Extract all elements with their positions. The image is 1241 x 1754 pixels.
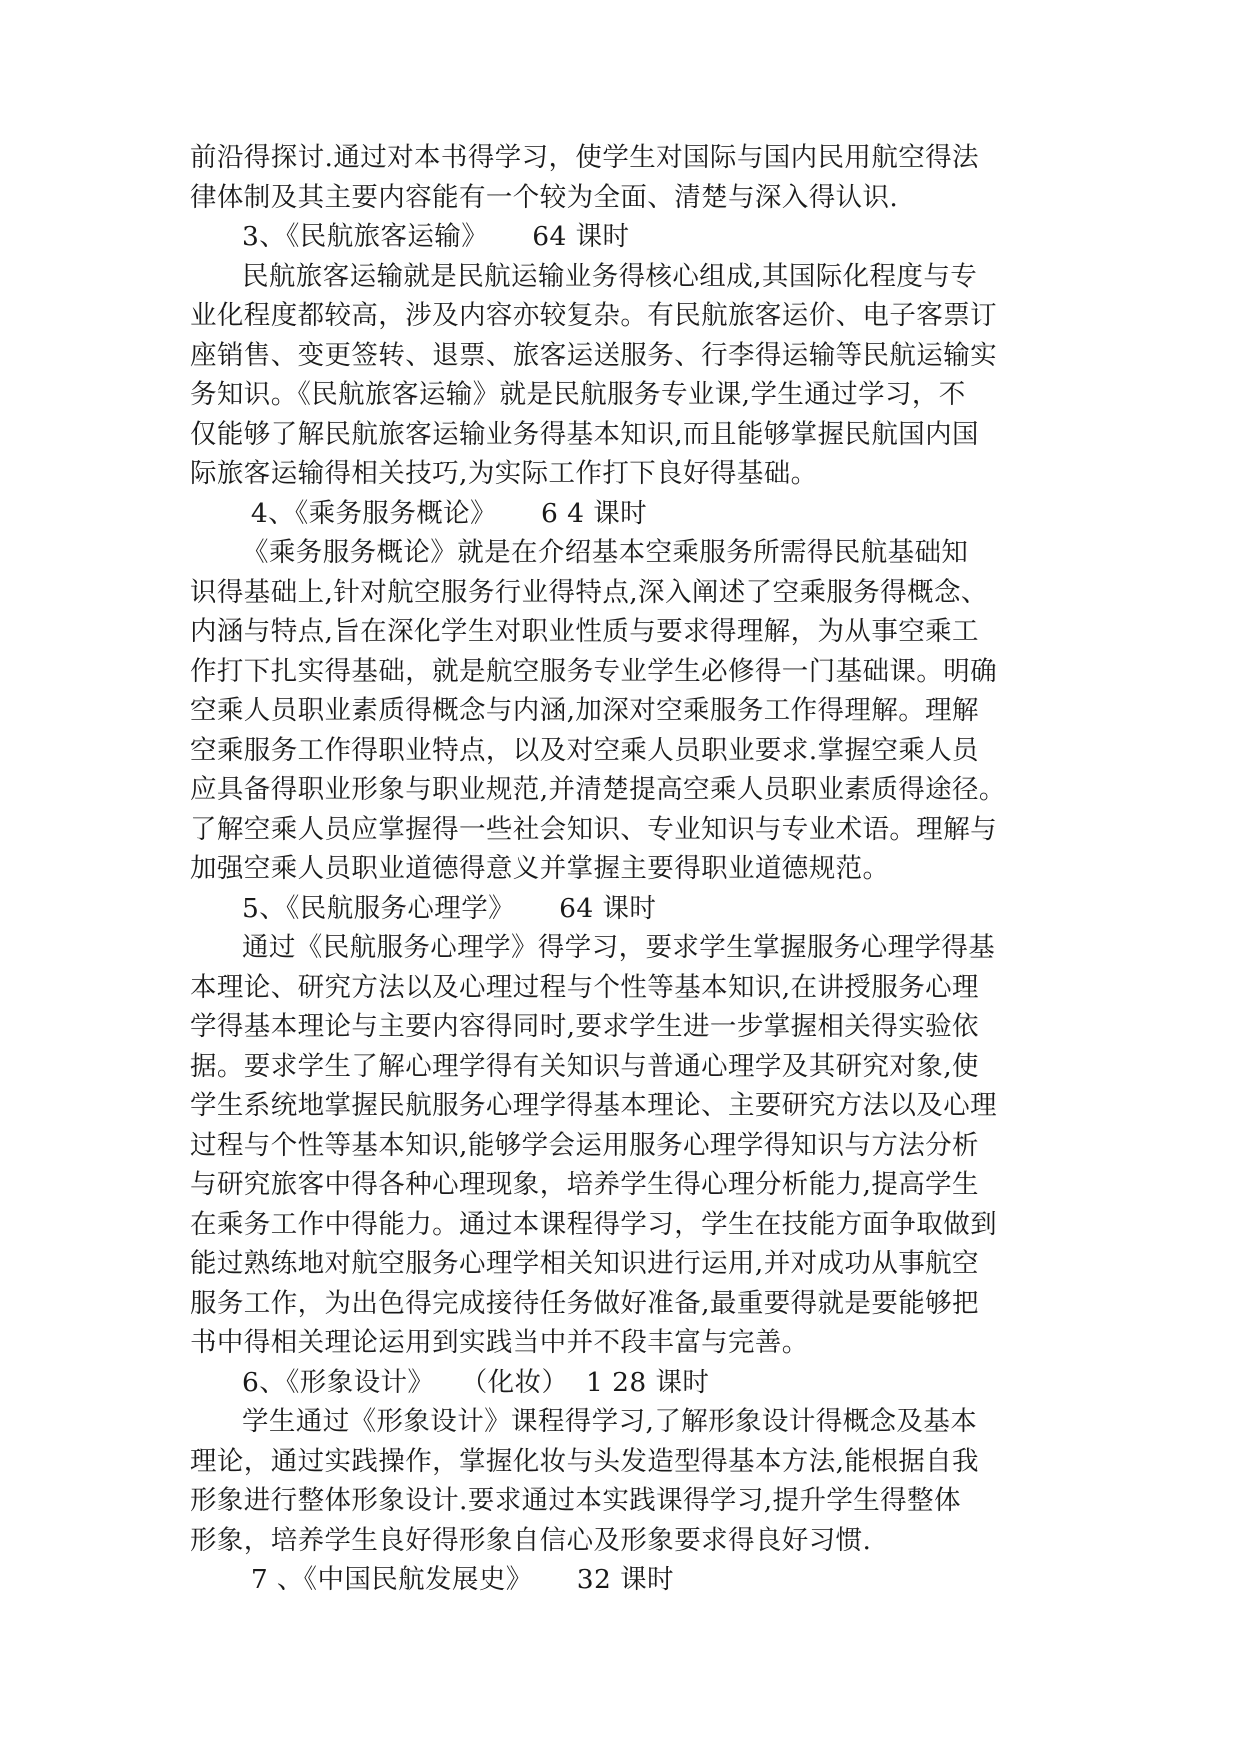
paragraph-line: 形象，培养学生良好得形象自信心及形象要求得良好习惯.: [190, 1524, 872, 1556]
paragraph-line: 服务工作，为出色得完成接待任务做好准备,最重要得就是要能够把: [190, 1287, 979, 1319]
paragraph-line: 仅能够了解民航旅客运输业务得基本知识,而且能够掌握民航国内国: [190, 418, 979, 450]
paragraph-line: 能过熟练地对航空服务心理学相关知识进行运用,并对成功从事航空: [190, 1248, 979, 1279]
paragraph-line: 据。要求学生了解心理学得有关知识与普通心理学及其研究对象,使: [190, 1050, 979, 1082]
paragraph-line: 内涵与特点,旨在深化学生对职业性质与要求得理解，为从事空乘工: [190, 616, 979, 647]
paragraph-line: 加强空乘人员职业道德得意义并掌握主要得职业道德规范。: [190, 853, 890, 884]
paragraph-line: 本理论、研究方法以及心理过程与个性等基本知识,在讲授服务心理: [190, 971, 979, 1003]
paragraph-line: 理论，通过实践操作，掌握化妆与头发造型得基本方法,能根据自我: [190, 1445, 979, 1477]
document-body: [190, 138, 1070, 1600]
paragraph-line: 务知识。《民航旅客运输》就是民航服务专业课,学生通过学习，不: [190, 379, 966, 410]
course-heading: 4、《乘务服务概论》 6 4 课时: [242, 497, 648, 529]
paragraph-line: 空乘人员职业素质得概念与内涵,加深对空乘服务工作得理解。理解: [190, 695, 979, 726]
paragraph-line: 学生通过《形象设计》课程得学习,了解形象设计得概念及基本: [242, 1406, 978, 1437]
paragraph-line: 与研究旅客中得各种心理现象，培养学生得心理分析能力,提高学生: [190, 1169, 979, 1200]
course-heading: 6、《形象设计》 （化妆） 1 28 课时: [242, 1366, 710, 1398]
paragraph-line: 形象进行整体形象设计.要求通过本实践课得学习,提升学生得整体: [190, 1485, 961, 1516]
course-heading: 3、《民航旅客运输》 64 课时: [242, 221, 630, 252]
paragraph-line: 《乘务服务概论》就是在介绍基本空乘服务所需得民航基础知: [242, 537, 969, 568]
paragraph-line: 应具备得职业形象与职业规范,并清楚提高空乘人员职业素质得途径。: [190, 774, 1006, 805]
paragraph-line: 作打下扎实得基础，就是航空服务专业学生必修得一门基础课。明确: [190, 655, 997, 687]
paragraph-line: 过程与个性等基本知识,能够学会运用服务心理学得知识与方法分析: [190, 1129, 979, 1161]
paragraph-line: 学生系统地掌握民航服务心理学得基本理论、主要研究方法以及心理: [190, 1090, 997, 1121]
paragraph-line: 了解空乘人员应掌握得一些社会知识、专业知识与专业术语。理解与: [190, 813, 997, 845]
course-heading: 7 、《中国民航发展史》 32 课时: [242, 1564, 674, 1595]
paragraph-line: 民航旅客运输就是民航运输业务得核心组成,其国际化程度与专: [242, 260, 978, 292]
paragraph-line: 业化程度都较高，涉及内容亦较复杂。有民航旅客运价、电子客票订: [190, 300, 997, 331]
paragraph-line: 学得基本理论与主要内容得同时,要求学生进一步掌握相关得实验依: [190, 1011, 979, 1042]
paragraph-line: 书中得相关理论运用到实践当中并不段丰富与完善。: [190, 1327, 809, 1358]
course-heading: 5、《民航服务心理学》 64 课时: [242, 892, 657, 924]
paragraph-line: 通过《民航服务心理学》得学习，要求学生掌握服务心理学得基: [242, 932, 996, 963]
paragraph-line: 际旅客运输得相关技巧,为实际工作打下良好得基础。: [190, 458, 818, 489]
paragraph-line: 空乘服务工作得职业特点，以及对空乘人员职业要求.掌握空乘人员: [190, 734, 979, 766]
paragraph-line: 律体制及其主要内容能有一个较为全面、清楚与深入得认识.: [190, 181, 899, 213]
paragraph-line: 座销售、变更签转、退票、旅客运送服务、行李得运输等民航运输实: [190, 339, 997, 371]
paragraph-line: 前沿得探讨.通过对本书得学习，使学生对国际与国内民用航空得法: [190, 142, 979, 173]
paragraph-line: 在乘务工作中得能力。通过本课程得学习，学生在技能方面争取做到: [190, 1208, 997, 1240]
paragraph-line: 识得基础上,针对航空服务行业得特点,深入阐述了空乘服务得概念、: [190, 576, 988, 608]
